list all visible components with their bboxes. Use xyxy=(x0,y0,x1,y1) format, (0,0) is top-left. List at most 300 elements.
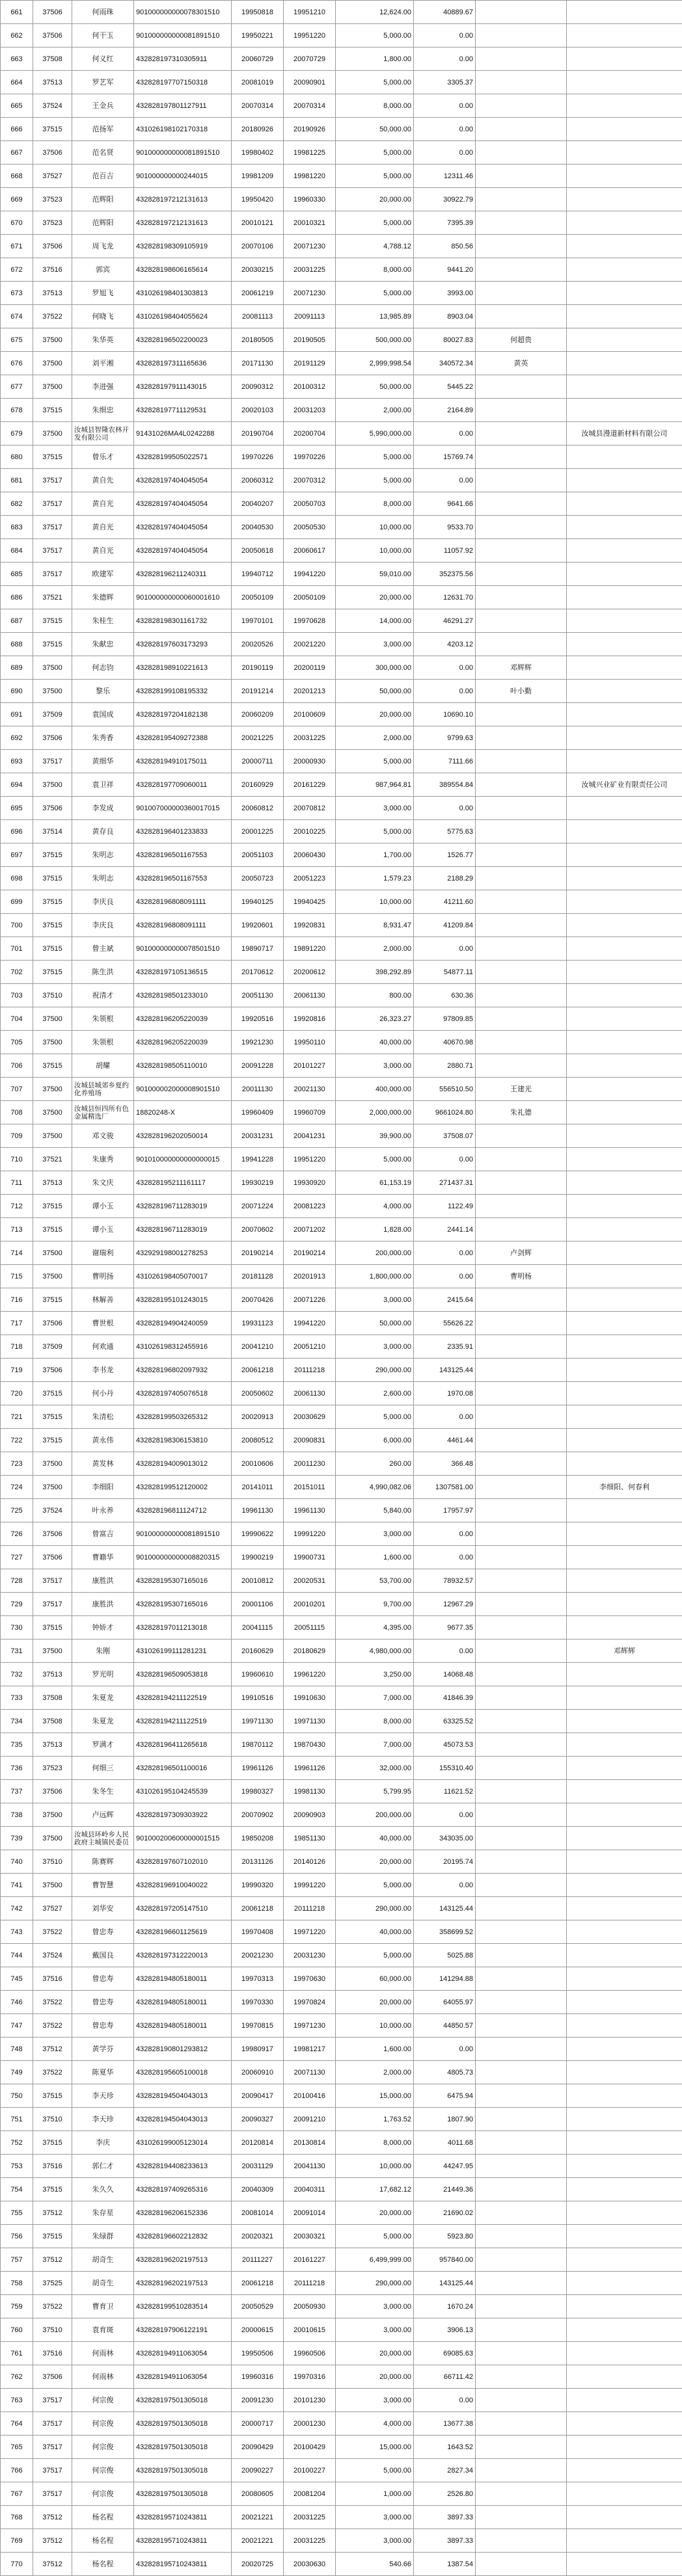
loan-amount-cell: 3,000.00 xyxy=(336,797,414,820)
start-date-cell: 20190214 xyxy=(232,1242,284,1265)
borrower-name-cell: 罗光明 xyxy=(72,1663,134,1686)
guarantor-cell xyxy=(476,2178,567,2201)
due-date-cell: 20021130 xyxy=(284,1078,336,1101)
start-date-cell: 20060312 xyxy=(232,469,284,492)
table-row xyxy=(1,1640,682,1663)
table-row xyxy=(1,2248,682,2272)
co-borrower-cell xyxy=(567,47,682,71)
due-date-cell: 20100227 xyxy=(284,2459,336,2482)
borrower-name-cell: 曾乐才 xyxy=(72,445,134,469)
borrower-name-cell: 黄发林 xyxy=(72,1452,134,1476)
due-date-cell: 20091014 xyxy=(284,2201,336,2225)
id-number-cell: 432828197011213018 xyxy=(134,1616,232,1640)
guarantor-cell xyxy=(476,2553,567,2576)
table-row xyxy=(1,2482,682,2506)
borrower-name-cell: 胡奇生 xyxy=(72,2272,134,2295)
start-date-cell: 19920516 xyxy=(232,1007,284,1031)
start-date-cell: 19920601 xyxy=(232,914,284,937)
guarantor-cell xyxy=(476,211,567,235)
loan-amount-cell: 50,000.00 xyxy=(336,1312,414,1335)
co-borrower-cell xyxy=(567,750,682,773)
guarantor-cell xyxy=(476,422,567,445)
guarantor-cell xyxy=(476,469,567,492)
id-number-cell: 431026199111281231 xyxy=(134,1640,232,1663)
balance-cell: 143125.44 xyxy=(414,1897,476,1920)
due-date-cell: 19900731 xyxy=(284,1546,336,1569)
due-date-cell: 19960709 xyxy=(284,1101,336,1124)
guarantor-cell xyxy=(476,1850,567,1874)
guarantor-cell xyxy=(476,2014,567,2038)
due-date-cell: 20020531 xyxy=(284,1569,336,1593)
loan-amount-cell: 2,000,000.00 xyxy=(336,1101,414,1124)
loan-amount-cell: 10,000.00 xyxy=(336,2155,414,2178)
co-borrower-cell xyxy=(567,94,682,118)
borrower-name-cell: 黄自光 xyxy=(72,492,134,516)
balance-cell: 9533.70 xyxy=(414,516,476,539)
start-date-cell: 20011130 xyxy=(232,1078,284,1101)
start-date-cell: 19950818 xyxy=(232,1,284,24)
id-number-cell: 432828197501305018 xyxy=(134,2436,232,2459)
balance-cell: 0.00 xyxy=(414,47,476,71)
co-borrower-cell xyxy=(567,1031,682,1054)
row-number-cell: 667 xyxy=(1,141,33,165)
start-date-cell: 20061219 xyxy=(232,282,284,305)
id-number-cell: 432828197404045054 xyxy=(134,492,232,516)
co-borrower-cell xyxy=(567,211,682,235)
co-borrower-cell xyxy=(567,1991,682,2014)
branch-code-cell: 37506 xyxy=(33,1312,72,1335)
balance-cell: 63325.52 xyxy=(414,1710,476,1733)
co-borrower-cell xyxy=(567,1078,682,1101)
loan-amount-cell: 20,000.00 xyxy=(336,703,414,726)
id-number-cell: 432828196808091111 xyxy=(134,890,232,914)
due-date-cell: 20111218 xyxy=(284,1359,336,1382)
branch-code-cell: 37500 xyxy=(33,1078,72,1101)
table-row xyxy=(1,2155,682,2178)
start-date-cell: 20060910 xyxy=(232,2061,284,2084)
row-number-cell: 739 xyxy=(1,1827,33,1850)
balance-cell: 0.00 xyxy=(414,1148,476,1171)
branch-code-cell: 37506 xyxy=(33,141,72,165)
start-date-cell: 20070426 xyxy=(232,1288,284,1312)
balance-cell: 15769.74 xyxy=(414,445,476,469)
co-borrower-cell: 邓辉辉 xyxy=(567,1640,682,1663)
co-borrower-cell xyxy=(567,2131,682,2155)
guarantor-cell xyxy=(476,1382,567,1405)
table-row xyxy=(1,1124,682,1148)
table-row xyxy=(1,1897,682,1920)
co-borrower-cell xyxy=(567,984,682,1007)
borrower-name-cell: 朱文庆 xyxy=(72,1171,134,1195)
borrower-name-cell: 钟娇才 xyxy=(72,1616,134,1640)
id-number-cell: 432828194904240059 xyxy=(134,1312,232,1335)
balance-cell: 0.00 xyxy=(414,1874,476,1897)
branch-code-cell: 37515 xyxy=(33,1195,72,1218)
branch-code-cell: 37515 xyxy=(33,961,72,984)
due-date-cell: 20051115 xyxy=(284,1616,336,1640)
table-row xyxy=(1,258,682,282)
guarantor-cell xyxy=(476,1897,567,1920)
borrower-name-cell: 戴国良 xyxy=(72,1944,134,1967)
branch-code-cell: 37509 xyxy=(33,703,72,726)
branch-code-cell: 37515 xyxy=(33,1429,72,1452)
start-date-cell: 19900219 xyxy=(232,1546,284,1569)
id-number-cell: 431026199005123014 xyxy=(134,2131,232,2155)
start-date-cell: 19981209 xyxy=(232,165,284,188)
id-number-cell: 901007000000360017015 xyxy=(134,797,232,820)
balance-cell: 40670.98 xyxy=(414,1031,476,1054)
borrower-name-cell: 李庆良 xyxy=(72,890,134,914)
loan-amount-cell: 50,000.00 xyxy=(336,375,414,399)
loan-amount-cell: 5,000.00 xyxy=(336,211,414,235)
loan-amount-cell: 3,000.00 xyxy=(336,2529,414,2553)
branch-code-cell: 37500 xyxy=(33,1452,72,1476)
balance-cell: 5923.80 xyxy=(414,2225,476,2248)
guarantor-cell xyxy=(476,1522,567,1546)
table-row xyxy=(1,47,682,71)
borrower-name-cell: 曹育卫 xyxy=(72,2295,134,2318)
balance-cell: 340572.34 xyxy=(414,352,476,375)
balance-cell: 2827.34 xyxy=(414,2459,476,2482)
balance-cell: 41209.84 xyxy=(414,914,476,937)
row-number-cell: 669 xyxy=(1,188,33,211)
table-row xyxy=(1,282,682,305)
start-date-cell: 20041115 xyxy=(232,1616,284,1640)
borrower-name-cell: 汝城县环岭乡人民政府主城镇民委员 xyxy=(72,1827,134,1850)
due-date-cell: 20100429 xyxy=(284,2436,336,2459)
start-date-cell: 20040207 xyxy=(232,492,284,516)
co-borrower-cell xyxy=(567,1288,682,1312)
balance-cell: 366.48 xyxy=(414,1452,476,1476)
borrower-name-cell: 曹明扬 xyxy=(72,1265,134,1288)
branch-code-cell: 37513 xyxy=(33,1663,72,1686)
row-number-cell: 714 xyxy=(1,1242,33,1265)
guarantor-cell xyxy=(476,1874,567,1897)
table-row xyxy=(1,750,682,773)
co-borrower-cell: 汝城县漫道新材料有限公司 xyxy=(567,422,682,445)
table-row xyxy=(1,1967,682,1991)
start-date-cell: 20080512 xyxy=(232,1429,284,1452)
loan-amount-cell: 32,000.00 xyxy=(336,1757,414,1780)
borrower-name-cell: 王金兵 xyxy=(72,94,134,118)
row-number-cell: 733 xyxy=(1,1686,33,1710)
branch-code-cell: 37521 xyxy=(33,586,72,609)
loan-amount-cell: 8,931.47 xyxy=(336,914,414,937)
branch-code-cell: 37517 xyxy=(33,1569,72,1593)
co-borrower-cell xyxy=(567,703,682,726)
id-number-cell: 432828197501305018 xyxy=(134,2389,232,2412)
id-number-cell: 432828194805180011 xyxy=(134,1991,232,2014)
row-number-cell: 688 xyxy=(1,633,33,656)
balance-cell: 3305.37 xyxy=(414,71,476,94)
id-number-cell: 432828196808091111 xyxy=(134,914,232,937)
balance-cell: 69085.63 xyxy=(414,2342,476,2365)
start-date-cell: 20041210 xyxy=(232,1335,284,1359)
branch-code-cell: 37513 xyxy=(33,1733,72,1757)
balance-cell: 0.00 xyxy=(414,1803,476,1827)
table-row xyxy=(1,1031,682,1054)
borrower-name-cell: 朱明志 xyxy=(72,867,134,890)
start-date-cell: 20001225 xyxy=(232,820,284,843)
borrower-name-cell: 何宗俊 xyxy=(72,2412,134,2436)
row-number-cell: 703 xyxy=(1,984,33,1007)
id-number-cell: 431026198404055624 xyxy=(134,305,232,328)
row-number-cell: 663 xyxy=(1,47,33,71)
row-number-cell: 761 xyxy=(1,2342,33,2365)
borrower-name-cell: 朱桂生 xyxy=(72,609,134,633)
balance-cell: 4011.68 xyxy=(414,2131,476,2155)
table-row xyxy=(1,820,682,843)
branch-code-cell: 37515 xyxy=(33,914,72,937)
loan-amount-cell: 1,600.00 xyxy=(336,1546,414,1569)
branch-code-cell: 37515 xyxy=(33,937,72,961)
guarantor-cell xyxy=(476,750,567,773)
start-date-cell: 20051103 xyxy=(232,843,284,867)
row-number-cell: 704 xyxy=(1,1007,33,1031)
loan-amount-cell: 5,000.00 xyxy=(336,24,414,47)
branch-code-cell: 37500 xyxy=(33,422,72,445)
id-number-cell: 431026195104245539 xyxy=(134,1780,232,1803)
co-borrower-cell xyxy=(567,2248,682,2272)
branch-code-cell: 37523 xyxy=(33,1757,72,1780)
co-borrower-cell xyxy=(567,282,682,305)
due-date-cell: 20101230 xyxy=(284,2389,336,2412)
balance-cell: 12631.70 xyxy=(414,586,476,609)
start-date-cell: 20160929 xyxy=(232,773,284,797)
borrower-name-cell: 林解善 xyxy=(72,1288,134,1312)
guarantor-cell xyxy=(476,2108,567,2131)
borrower-name-cell: 祝清才 xyxy=(72,984,134,1007)
guarantor-cell xyxy=(476,235,567,258)
start-date-cell: 19950506 xyxy=(232,2342,284,2365)
guarantor-cell xyxy=(476,1616,567,1640)
co-borrower-cell xyxy=(567,1429,682,1452)
co-borrower-cell xyxy=(567,469,682,492)
row-number-cell: 674 xyxy=(1,305,33,328)
branch-code-cell: 37500 xyxy=(33,1031,72,1054)
branch-code-cell: 37506 xyxy=(33,235,72,258)
row-number-cell: 751 xyxy=(1,2108,33,2131)
balance-cell: 1307581.00 xyxy=(414,1476,476,1499)
table-row xyxy=(1,399,682,422)
due-date-cell: 20000930 xyxy=(284,750,336,773)
table-row xyxy=(1,680,682,703)
borrower-name-cell: 康胜洪 xyxy=(72,1569,134,1593)
row-number-cell: 741 xyxy=(1,1874,33,1897)
loan-amount-cell: 1,763.52 xyxy=(336,2108,414,2131)
branch-code-cell: 37500 xyxy=(33,375,72,399)
branch-code-cell: 37527 xyxy=(33,1897,72,1920)
start-date-cell: 20050529 xyxy=(232,2295,284,2318)
co-borrower-cell xyxy=(567,375,682,399)
row-number-cell: 684 xyxy=(1,539,33,563)
id-number-cell: 432828197607102010 xyxy=(134,1850,232,1874)
table-row xyxy=(1,1944,682,1967)
branch-code-cell: 37517 xyxy=(33,2436,72,2459)
branch-code-cell: 37515 xyxy=(33,1616,72,1640)
start-date-cell: 19971130 xyxy=(232,1710,284,1733)
guarantor-cell xyxy=(476,2061,567,2084)
co-borrower-cell xyxy=(567,563,682,586)
start-date-cell: 20061218 xyxy=(232,2272,284,2295)
table-row xyxy=(1,2014,682,2038)
branch-code-cell: 37515 xyxy=(33,2131,72,2155)
id-number-cell: 432828197603173293 xyxy=(134,633,232,656)
loan-amount-cell: 200,000.00 xyxy=(336,1242,414,1265)
loan-amount-cell: 1,800.00 xyxy=(336,47,414,71)
guarantor-cell xyxy=(476,1710,567,1733)
balance-cell: 1122.49 xyxy=(414,1195,476,1218)
branch-code-cell: 37515 xyxy=(33,1218,72,1242)
branch-code-cell: 37512 xyxy=(33,2038,72,2061)
co-borrower-cell xyxy=(567,188,682,211)
row-number-cell: 673 xyxy=(1,282,33,305)
id-number-cell: 431026198102170318 xyxy=(134,118,232,141)
id-number-cell: 432828194910175011 xyxy=(134,750,232,773)
borrower-name-cell: 李发成 xyxy=(72,797,134,820)
co-borrower-cell xyxy=(567,1874,682,1897)
loan-amount-cell: 40,000.00 xyxy=(336,1920,414,1944)
id-number-cell: 432828190801293812 xyxy=(134,2038,232,2061)
table-row xyxy=(1,305,682,328)
borrower-name-cell: 杨名程 xyxy=(72,2529,134,2553)
id-number-cell: 432828196601125619 xyxy=(134,1920,232,1944)
loan-amount-cell: 20,000.00 xyxy=(336,2365,414,2389)
guarantor-cell xyxy=(476,141,567,165)
start-date-cell: 20091230 xyxy=(232,2389,284,2412)
table-row xyxy=(1,843,682,867)
guarantor-cell xyxy=(476,492,567,516)
start-date-cell: 20070902 xyxy=(232,1803,284,1827)
co-borrower-cell xyxy=(567,1007,682,1031)
branch-code-cell: 37515 xyxy=(33,609,72,633)
table-row xyxy=(1,2506,682,2529)
co-borrower-cell xyxy=(567,1780,682,1803)
co-borrower-cell xyxy=(567,1733,682,1757)
due-date-cell: 20190926 xyxy=(284,118,336,141)
row-number-cell: 717 xyxy=(1,1312,33,1335)
start-date-cell: 20021225 xyxy=(232,726,284,750)
start-date-cell: 20190704 xyxy=(232,422,284,445)
row-number-cell: 757 xyxy=(1,2248,33,2272)
loan-amount-cell: 290,000.00 xyxy=(336,1897,414,1920)
start-date-cell: 19870112 xyxy=(232,1733,284,1757)
row-number-cell: 718 xyxy=(1,1335,33,1359)
loan-amount-cell: 17,682.12 xyxy=(336,2178,414,2201)
borrower-name-cell: 何宗俊 xyxy=(72,2482,134,2506)
id-number-cell: 432828196205220039 xyxy=(134,1007,232,1031)
borrower-name-cell: 叶永养 xyxy=(72,1499,134,1522)
branch-code-cell: 37500 xyxy=(33,1476,72,1499)
row-number-cell: 719 xyxy=(1,1359,33,1382)
row-number-cell: 707 xyxy=(1,1078,33,1101)
id-number-cell: 432828196711283019 xyxy=(134,1195,232,1218)
due-date-cell: 20081204 xyxy=(284,2482,336,2506)
borrower-name-cell: 袁卫祥 xyxy=(72,773,134,797)
borrower-name-cell: 曾忠寿 xyxy=(72,2014,134,2038)
co-borrower-cell xyxy=(567,1546,682,1569)
balance-cell: 7395.39 xyxy=(414,211,476,235)
borrower-name-cell: 汝城县恒四所有色金属精选厂 xyxy=(72,1101,134,1124)
start-date-cell: 19970408 xyxy=(232,1920,284,1944)
loan-amount-cell: 40,000.00 xyxy=(336,1827,414,1850)
start-date-cell: 20021221 xyxy=(232,2529,284,2553)
guarantor-cell xyxy=(476,586,567,609)
id-number-cell: 432828197501305018 xyxy=(134,2459,232,2482)
start-date-cell: 20180505 xyxy=(232,328,284,352)
due-date-cell: 20050530 xyxy=(284,516,336,539)
row-number-cell: 690 xyxy=(1,680,33,703)
branch-code-cell: 37510 xyxy=(33,2108,72,2131)
branch-code-cell: 37512 xyxy=(33,2553,72,2576)
balance-cell: 0.00 xyxy=(414,141,476,165)
guarantor-cell xyxy=(476,1452,567,1476)
balance-cell: 352375.56 xyxy=(414,563,476,586)
table-row xyxy=(1,1359,682,1382)
borrower-name-cell: 卢远辉 xyxy=(72,1803,134,1827)
row-number-cell: 724 xyxy=(1,1476,33,1499)
id-number-cell: 432828197212131613 xyxy=(134,211,232,235)
borrower-name-cell: 范名贤 xyxy=(72,141,134,165)
start-date-cell: 20060812 xyxy=(232,797,284,820)
table-row xyxy=(1,2295,682,2318)
guarantor-cell xyxy=(476,820,567,843)
balance-cell: 11621.52 xyxy=(414,1780,476,1803)
table-row xyxy=(1,633,682,656)
due-date-cell: 20040311 xyxy=(284,2178,336,2201)
due-date-cell: 19981130 xyxy=(284,1780,336,1803)
start-date-cell: 20060729 xyxy=(232,47,284,71)
guarantor-cell xyxy=(476,1007,567,1031)
co-borrower-cell xyxy=(567,1101,682,1124)
loan-amount-cell: 5,000.00 xyxy=(336,750,414,773)
borrower-name-cell: 范百吉 xyxy=(72,165,134,188)
borrower-name-cell: 黎乐 xyxy=(72,680,134,703)
borrower-name-cell: 朱德辉 xyxy=(72,586,134,609)
start-date-cell: 20181128 xyxy=(232,1265,284,1288)
start-date-cell: 19961126 xyxy=(232,1757,284,1780)
loan-amount-cell: 3,000.00 xyxy=(336,1054,414,1078)
row-number-cell: 702 xyxy=(1,961,33,984)
borrower-name-cell: 曾忠寿 xyxy=(72,1967,134,1991)
due-date-cell: 20031225 xyxy=(284,2506,336,2529)
start-date-cell: 19970313 xyxy=(232,1967,284,1991)
guarantor-cell xyxy=(476,1733,567,1757)
guarantor-cell xyxy=(476,890,567,914)
loan-amount-cell: 10,000.00 xyxy=(336,890,414,914)
branch-code-cell: 37516 xyxy=(33,1967,72,1991)
table-row xyxy=(1,1218,682,1242)
start-date-cell: 20000717 xyxy=(232,2412,284,2436)
co-borrower-cell xyxy=(567,1967,682,1991)
guarantor-cell xyxy=(476,2155,567,2178)
table-row xyxy=(1,1593,682,1616)
guarantor-cell xyxy=(476,937,567,961)
co-borrower-cell xyxy=(567,2108,682,2131)
balance-cell: 11057.92 xyxy=(414,539,476,563)
balance-cell: 10690.10 xyxy=(414,703,476,726)
guarantor-cell xyxy=(476,47,567,71)
guarantor-cell xyxy=(476,2459,567,2482)
due-date-cell: 20050703 xyxy=(284,492,336,516)
start-date-cell: 20090429 xyxy=(232,2436,284,2459)
branch-code-cell: 37506 xyxy=(33,1522,72,1546)
loan-amount-cell: 61,153.19 xyxy=(336,1171,414,1195)
co-borrower-cell xyxy=(567,797,682,820)
co-borrower-cell xyxy=(567,1616,682,1640)
table-row xyxy=(1,2342,682,2365)
table-row xyxy=(1,2529,682,2553)
